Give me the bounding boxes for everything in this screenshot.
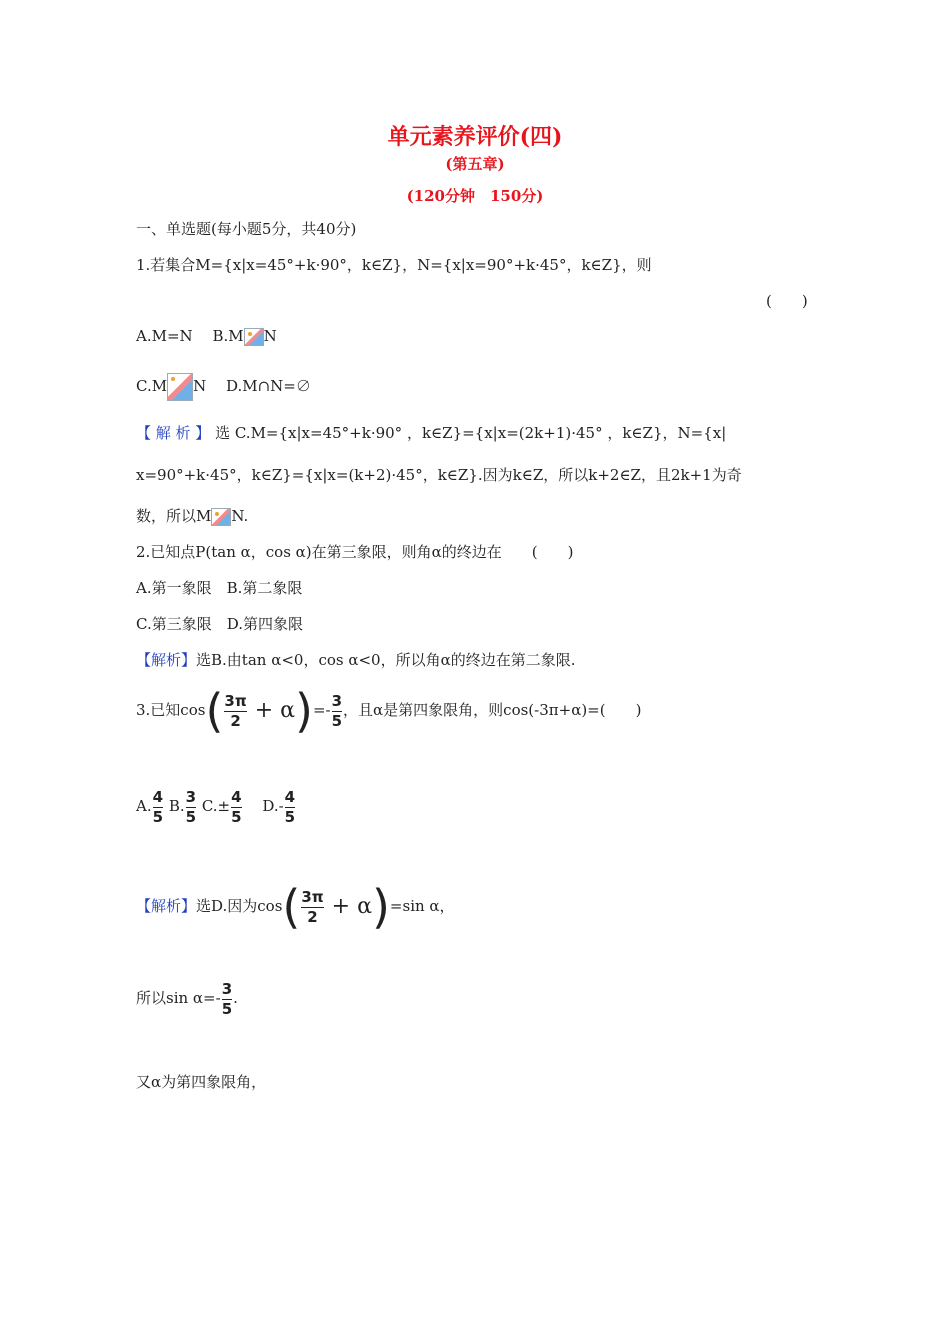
q1-option-d: D.M∩N=∅ bbox=[225, 377, 311, 395]
section-heading: 一、单选题(每小题5分，共40分) bbox=[136, 220, 357, 238]
solution-label: 【解析】 bbox=[136, 651, 197, 669]
solution-label: 【解析】 bbox=[136, 897, 197, 915]
q1-option-c: C.M N bbox=[136, 377, 206, 395]
q3-option-d: D.- $\frac{4}{5}$ bbox=[262, 787, 296, 826]
q1-answer-paren: ( ) bbox=[766, 292, 808, 310]
q3-solution-line1: 【解析】选D.因为cos( $\frac{3\pi}{2}$ + α)=sin α， bbox=[136, 880, 455, 934]
q1-solution-line2: x=90°+k·45°，k∈Z}={x|x=(k+2)·45°，k∈Z}.因为k∈Z，所以k+2∈Z，且2k+1为奇 bbox=[136, 466, 742, 484]
q3-option-c: C.± $\frac{4}{5}$ bbox=[201, 787, 242, 826]
q2-stem: 2.已知点P(tan α，cos α)在第三象限，则角α的终边在 ( ) bbox=[136, 543, 574, 561]
q1-option-a: A.M=N bbox=[136, 327, 193, 345]
q2-options-ab: A.第一象限 B.第二象限 bbox=[136, 579, 303, 597]
q1-options-cd bbox=[136, 372, 311, 401]
missing-image-icon bbox=[211, 508, 231, 526]
page-title: 单元素养评价(四) bbox=[387, 124, 563, 150]
exam-meta: (120分钟 150分) bbox=[406, 187, 544, 205]
missing-image-icon bbox=[167, 373, 193, 401]
cos-argument-expression: ( $\frac{3\pi}{2}$ + α) bbox=[205, 684, 313, 738]
q1-options-ab bbox=[136, 326, 277, 346]
missing-image-icon bbox=[244, 328, 264, 346]
value-fraction: $\frac{3}{5}$ bbox=[221, 979, 233, 1018]
q3-option-b: B. $\frac{3}{5}$ bbox=[168, 787, 197, 826]
solution-label: 【 解 析 】 bbox=[136, 424, 211, 442]
q2-options-cd: C.第三象限 D.第四象限 bbox=[136, 615, 303, 633]
q2-solution: 【解析】选B.由tan α<0，cos α<0，所以角α的终边在第二象限. bbox=[136, 651, 576, 669]
q3-option-a: A. $\frac{4}{5}$ bbox=[136, 787, 164, 826]
cos-argument-expression: ( $\frac{3\pi}{2}$ + α) bbox=[282, 880, 390, 934]
q3-options bbox=[136, 784, 296, 828]
q3-solution-line2: 所以sin α=- $\frac{3}{5}$ . bbox=[136, 979, 238, 1018]
value-fraction: $\frac{3}{5}$ bbox=[331, 691, 343, 730]
q1-option-b: B.M N bbox=[212, 327, 277, 345]
q3-solution-line3: 又α为第四象限角， bbox=[136, 1073, 267, 1091]
q1-solution-line3: 数，所以M N. bbox=[136, 507, 249, 525]
q3-stem: 3.已知cos( $\frac{3\pi}{2}$ + α)=- $\frac{3}{5}$ ，且α是第四象限角，则cos(-3π+α)=( ) bbox=[136, 684, 642, 738]
q1-solution-line1: 【 解 析 】 选 C.M={x|x=45°+k·90° ，k∈Z}={x|x=(2k+1)·45° ，k∈Z}，N={x| bbox=[136, 424, 727, 442]
chapter-label: (第五章) bbox=[445, 155, 505, 173]
q1-stem: 1.若集合M={x|x=45°+k·90°，k∈Z}，N={x|x=90°+k·45°，k∈Z}，则 bbox=[136, 256, 652, 274]
